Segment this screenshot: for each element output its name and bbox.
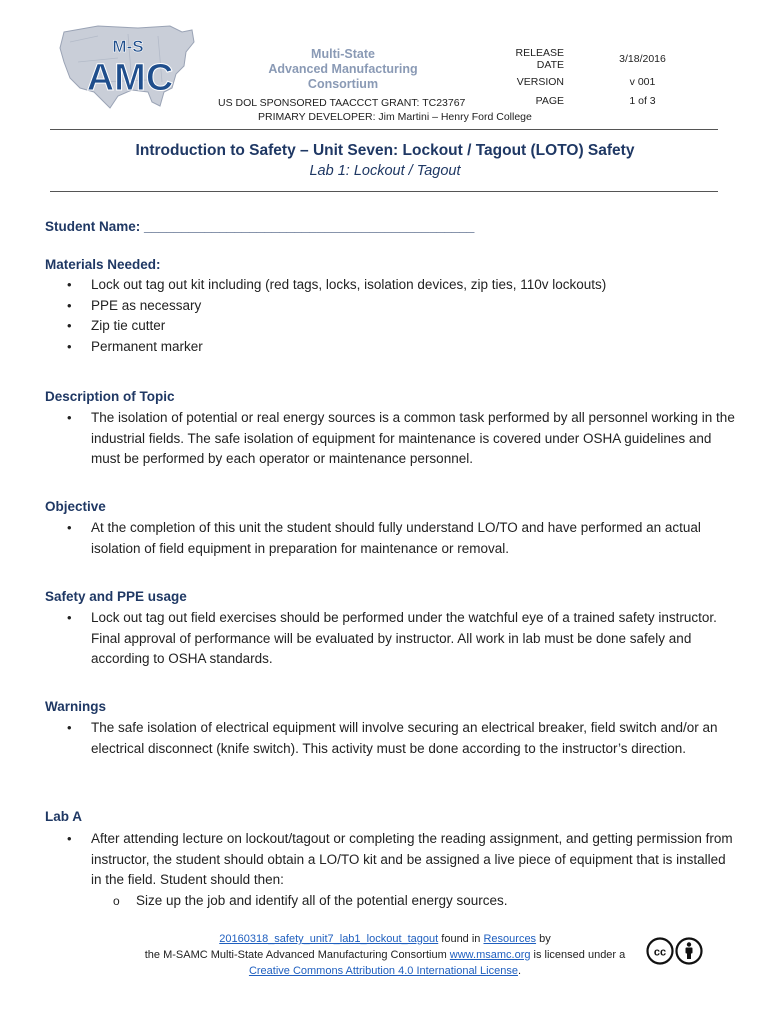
msamc-site-link[interactable]: www.msamc.org	[449, 949, 531, 961]
logo-ms-text: M-S	[112, 37, 144, 56]
section-heading-description: Description of Topic	[45, 389, 175, 404]
consortium-line: Multi-State	[311, 47, 375, 61]
footer-text: the M-SAMC Multi-State Advanced Manufacturing Consortium	[144, 949, 450, 961]
list-item: • Zip tie cutter	[45, 316, 735, 337]
usa-map-logo	[58, 22, 198, 114]
footer-line-3	[100, 963, 670, 979]
version-label: VERSION	[516, 76, 564, 88]
footer-text: .	[517, 965, 522, 977]
student-name-field[interactable]: Student Name: ____________________________________________	[45, 219, 475, 234]
list-item: • After attending lecture on lockout/tagout or completing the reading assignment, and getting permission from instructor, the student should obtain a LO/TO kit and be assigned a live piece of equipment that is installed in the field. Student should then:	[45, 829, 735, 891]
title-divider	[50, 191, 718, 192]
list-item: • At the completion of this unit the student should fully understand LO/TO and have performed an actual isolation of field equipment in preparation for maintenance or removal.	[45, 518, 735, 559]
logo-amc-text: AMC	[86, 57, 174, 99]
cc-license-badge[interactable]	[646, 936, 704, 966]
lab-a-list	[45, 829, 735, 911]
page-title: Introduction to Safety – Unit Seven: Lockout / Tagout (LOTO) Safety	[135, 142, 635, 159]
header-divider	[50, 129, 718, 130]
list-item: • The safe isolation of electrical equipment will involve securing an electrical breaker, field switch and/or an electrical disconnect (knife switch). This activity must be done according to the instructor’s direction.	[45, 718, 735, 759]
section-heading-materials: Materials Needed:	[45, 257, 161, 272]
materials-list	[45, 275, 735, 357]
footer-line-2	[100, 947, 670, 963]
resources-link[interactable]: Resources	[483, 933, 537, 945]
description-list	[45, 408, 735, 470]
cc-icon	[648, 939, 673, 964]
objective-list	[45, 518, 735, 559]
footer-text: by	[536, 933, 551, 945]
page-value: 1 of 3	[629, 95, 656, 107]
list-item: • Permanent marker	[45, 337, 735, 358]
consortium-name	[248, 47, 438, 92]
version-value: v 001	[629, 76, 656, 88]
license-link[interactable]: Creative Commons Attribution 4.0 International License	[248, 965, 518, 977]
footer-text: is licensed under a	[530, 949, 626, 961]
section-heading-safety: Safety and PPE usage	[45, 589, 187, 604]
grant-text: US DOL SPONSORED TAACCCT GRANT: TC23767	[218, 97, 466, 109]
list-item: • PPE as necessary	[45, 296, 735, 317]
footer-line-1	[100, 931, 670, 947]
page-subtitle: Lab 1: Lockout / Tagout	[309, 163, 461, 179]
consortium-line: Advanced Manufacturing	[268, 62, 418, 76]
page-label: PAGE	[535, 95, 564, 107]
section-heading-lab-a: Lab A	[45, 809, 82, 824]
list-item: • Lock out tag out kit including (red tags, locks, isolation devices, zip ties, 110v lockouts)	[45, 275, 735, 296]
by-attribution-icon	[677, 939, 702, 964]
safety-list	[45, 608, 735, 670]
section-heading-objective: Objective	[45, 499, 106, 514]
msamc-logo	[58, 22, 198, 114]
license-footer	[100, 931, 670, 979]
warnings-list	[45, 718, 735, 759]
sub-list-item: o Size up the job and identify all of the potential energy sources.	[45, 891, 735, 912]
list-item: • Lock out tag out field exercises should be performed under the watchful eye of a trained safety instructor. Final approval of performance will be evaluated by instructor. All work in lab must be done safely and according to OSHA standards.	[45, 608, 735, 670]
svg-text:cc: cc	[653, 946, 667, 959]
footer-text: found in	[438, 933, 484, 945]
developer-text: PRIMARY DEVELOPER: Jim Martini – Henry Ford College	[258, 111, 532, 123]
release-date-label: RELEASE DATE	[515, 47, 564, 71]
list-item: • The isolation of potential or real energy sources is a common task performed by all personnel working in the industrial fields. The safe isolation of equipment for maintenance is covered under OSHA guidelines and must be performed by each operator or maintenance personnel.	[45, 408, 735, 470]
section-heading-warnings: Warnings	[45, 699, 107, 714]
document-link[interactable]: 20160318_safety_unit7_lab1_lockout_tagout	[219, 933, 439, 945]
release-date-value: 3/18/2016	[619, 53, 666, 65]
consortium-line: Consortium	[307, 77, 379, 91]
